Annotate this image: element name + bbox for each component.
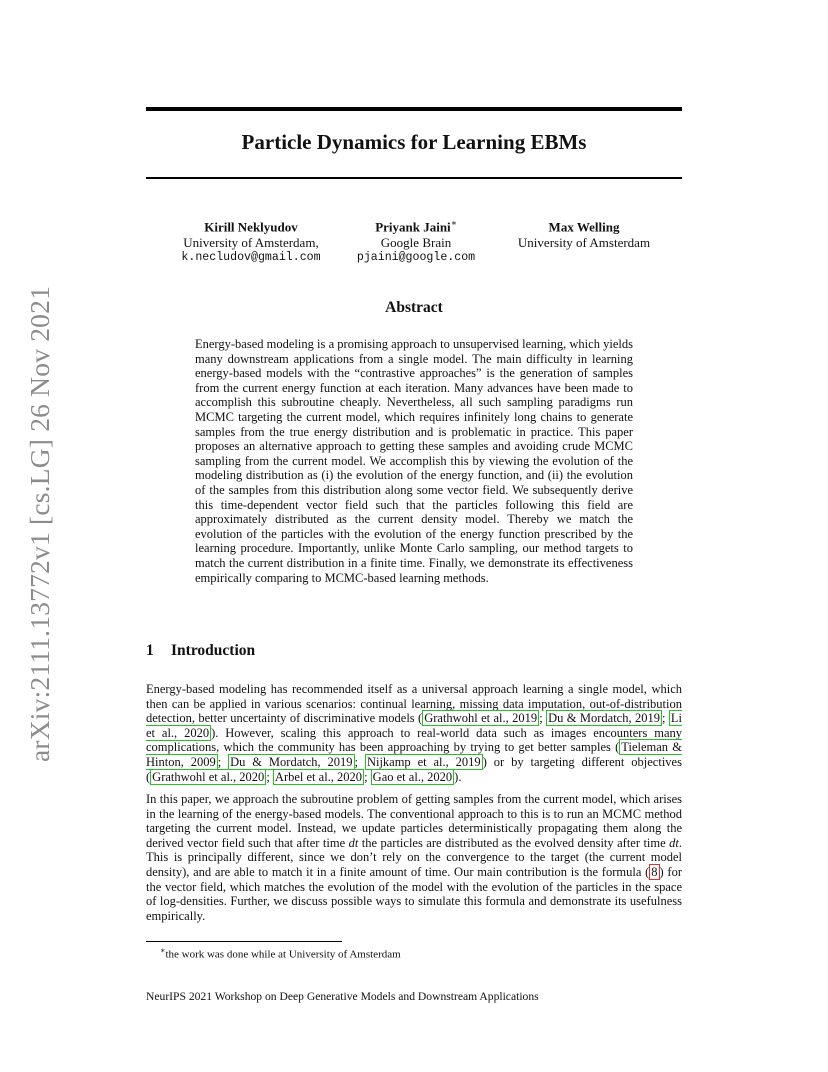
author-affiliation: University of Amsterdam [517, 234, 651, 250]
citation-separator: ; [354, 754, 365, 769]
paragraph-text: ). However, scaling this approach to real-world data such as images encounters many complications, which the community has been approaching by trying to get better samples ( [146, 725, 682, 755]
equation-reference-link[interactable]: 8 [651, 864, 658, 879]
citation-link[interactable]: Tieleman & Hinton, 2009 [146, 740, 682, 769]
author-name: Max Welling [548, 219, 620, 235]
author-block [146, 216, 682, 266]
paragraph-text: ). [454, 769, 462, 784]
arxiv-identifier-text: arXiv:2111.13772v1 [cs.LG] 26 Nov 2021 [24, 285, 55, 763]
citation-link[interactable]: Du & Mordatch, 2019 [548, 711, 660, 726]
author-affiliation: Google Brain [380, 234, 452, 250]
section-number: 1 [146, 642, 154, 659]
paragraph-text: ) for the vector field, which matches the evolution of the model with the evolution of the particles in the space of log-densities. Further, we discuss possible ways to simulate this formula and demonstrate its usefulness empirically. [146, 864, 682, 923]
author-email[interactable]: k.necludov@gmail.com [181, 250, 321, 264]
citation-separator: ; [662, 711, 669, 726]
citation-separator: ; [364, 769, 371, 784]
footnote-text: the work was done while at University of Amsterdam [165, 948, 401, 961]
citation-separator: ; [266, 769, 273, 784]
abstract-heading: Abstract [385, 299, 443, 316]
paper-title: Particle Dynamics for Learning EBMs [241, 130, 587, 154]
author-name: Kirill Neklyudov [204, 219, 298, 235]
intro-paragraph-1 [146, 682, 682, 784]
author-email[interactable]: pjaini@google.com [356, 250, 476, 264]
title-top-rule [146, 107, 682, 111]
paragraph-text: the particles are distributed as the evolved density after time [358, 835, 670, 850]
citation-link[interactable]: Nijkamp et al., 2019 [366, 754, 481, 769]
citation-link[interactable]: Grathwohl et al., 2019 [424, 711, 538, 726]
abstract-text: Energy-based modeling is a promising approach to unsupervised learning, which yields many downstream applications from a single model. The main difficulty in learning energy-based models with the “contrastive approaches” is the generation of samples from the current energy function at each iteration. Many advances have been made to accomplish this subroutine cheaply. Nevertheless, all such sampling paradigms run MCMC targeting the current model, which requires infinitely long chains to generate samples from the true energy distribution and is problematic in practice. This paper proposes an alternative approach to getting these samples and avoiding crude MCMC sampling from the current model. We accomplish this by viewing the evolution of the modeling distribution as (i) the evolution of the energy function, and (ii) the evolution of the samples from this distribution along some vector field. We subsequently derive this time-dependent vector field such that the particles following this field are approximately distributed as the current density model. Thereby we match the evolution of the particles with the evolution of the energy function prescribed by the learning procedure. Importantly, unlike Monte Carlo sampling, our method targets to match the current distribution in a finite time. Finally, we demonstrate its effectiveness empirically comparing to MCMC-based learning methods. [195, 337, 633, 585]
citation-link[interactable]: Li et al., 2020 [146, 711, 682, 740]
citation-link[interactable]: Arbel et al., 2020 [274, 769, 363, 784]
math-variable: dt [669, 835, 679, 850]
citation-separator: ; [217, 754, 229, 769]
section-title: Introduction [171, 642, 256, 659]
math-variable: dt [348, 835, 359, 850]
citation-link[interactable]: Gao et al., 2020 [372, 769, 453, 784]
author-name: Priyank Jaini [375, 219, 451, 235]
paragraph-text: In this paper, we approach the subroutine problem of getting samples from the current model, which arises in the learning of the energy-based models. The conventional approach to this is to run an MCMC method targeting the current model. Instead, we update particles deterministically propagating them along the derived vector field such that after time [146, 792, 682, 850]
citation-separator: ; [539, 711, 547, 726]
footnote [160, 946, 401, 961]
author-footnote-mark: ∗ [450, 218, 457, 228]
author-entry [484, 216, 684, 250]
footnote-mark: ∗ [160, 946, 166, 955]
paragraph-text: Energy-based modeling has recommended itself as a universal approach learning a single model, which then can be applied in various scenarios: continual learning, missing data imputation, out-of-distribution detection, better uncertainty of discriminative models ( [146, 682, 682, 726]
footnote-rule [146, 941, 342, 942]
author-name-line [484, 216, 684, 235]
author-affiliation: University of Amsterdam, [183, 234, 319, 250]
citation-link[interactable]: Du & Mordatch, 2019 [230, 754, 353, 769]
paragraph-text: ) or by targeting different objectives ( [146, 754, 682, 784]
paragraph-text: . This is principally different, since we don’t rely on the convergence to the target (the current model density), and are able to match it in a finite amount of time. Our main contribution is the formula ( [146, 835, 682, 879]
intro-paragraph-2 [146, 792, 682, 923]
section-heading [146, 642, 255, 660]
venue-footer: NeurIPS 2021 Workshop on Deep Generative Models and Downstream Applications [146, 990, 539, 1003]
title-bottom-rule [146, 177, 682, 179]
citation-link[interactable]: Grathwohl et al., 2020 [152, 769, 265, 784]
